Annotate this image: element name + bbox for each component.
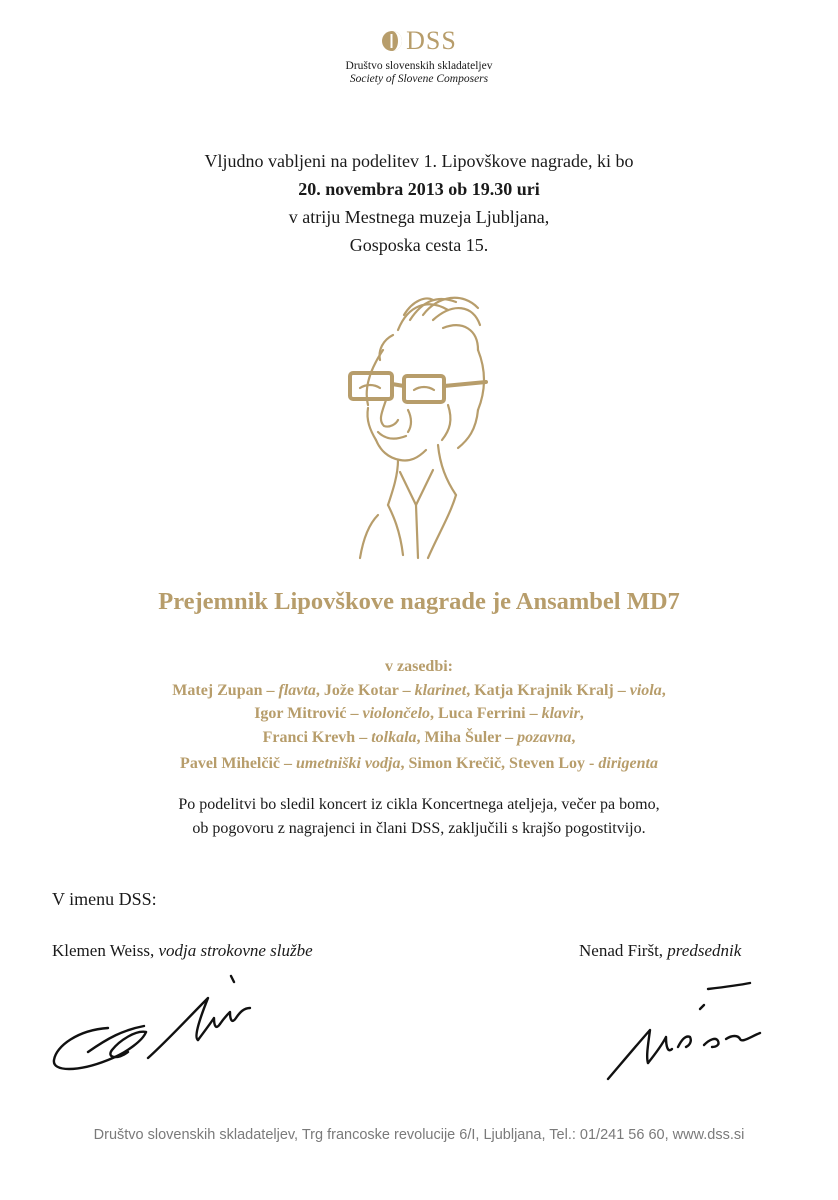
member-name: Franci Krevh – xyxy=(262,728,372,746)
member-role: klarinet xyxy=(414,681,467,699)
on-behalf-label: V imenu DSS: xyxy=(52,889,157,909)
invitation-line: Vljudno vabljeni na podelitev 1. Lipovškove nagrade, ki bo xyxy=(204,151,634,171)
header-logo-block xyxy=(0,28,838,86)
invitation-date-time: 20. novembra 2013 ob 19.30 uri xyxy=(298,179,540,199)
member-name: Matej Zupan – xyxy=(172,681,279,699)
concert-paragraph xyxy=(0,793,838,841)
concert-line: Po podelitvi bo sledil koncert iz cikla Koncertnega ateljeja, večer pa bomo, xyxy=(178,796,660,813)
member-role: umetniški vodja xyxy=(296,755,401,772)
right-signature-image xyxy=(600,975,780,1085)
portrait-illustration xyxy=(338,290,498,560)
invitation-address: Gosposka cesta 15. xyxy=(349,235,489,255)
member-role: klavir xyxy=(541,705,580,722)
footer-contact: Društvo slovenskih skladateljev, Trg francoske revolucije 6/I, Ljubljana, Tel.: 01/241 56 60, www.dss.si xyxy=(93,1127,745,1143)
right-signatory-title: predsednik xyxy=(667,941,742,960)
member-role: pozavna xyxy=(517,728,572,746)
right-signatory xyxy=(579,941,741,961)
member-role: flavta xyxy=(278,681,316,699)
member-name: , Miha Šuler – xyxy=(416,728,518,746)
left-signatory-title: vodja strokovne službe xyxy=(158,941,313,960)
member-name: Igor Mitrović – xyxy=(254,705,363,722)
ensemble-line: Franci Krevh – tolkala, Miha Šuler – pozavna, xyxy=(262,728,576,746)
ensemble-line: Igor Mitrović – violončelo, Luca Ferrini – klavir, xyxy=(254,705,584,722)
left-signatory-name: Klemen Weiss, xyxy=(52,941,159,960)
left-signatory xyxy=(52,941,313,961)
ensemble-intro: v zasedbi: xyxy=(385,658,453,675)
org-name-sl: Društvo slovenskih skladateljev xyxy=(345,60,493,72)
member-name: , Simon Krečič, Steven Loy - xyxy=(400,755,599,772)
left-signature-image xyxy=(48,968,258,1080)
member-name: , Luca Ferrini – xyxy=(430,705,542,722)
logo xyxy=(0,28,838,54)
dss-logo-icon xyxy=(381,30,403,52)
invitation-block xyxy=(0,147,838,259)
member-role: violončelo xyxy=(362,705,431,722)
member-name: , Jože Kotar – xyxy=(315,681,415,699)
ensemble-line xyxy=(0,752,838,776)
member-role: viola xyxy=(629,681,662,699)
invitation-venue: v atriju Mestnega muzeja Ljubljana, xyxy=(288,207,550,227)
right-signatory-name: Nenad Firšt, xyxy=(579,941,668,960)
ensemble-block xyxy=(0,655,838,776)
logo-text: DSS xyxy=(406,26,457,55)
member-role: dirigenta xyxy=(598,755,658,772)
award-headline: Prejemnik Lipovškove nagrade je Ansambel MD7 xyxy=(158,588,680,615)
ensemble-line: Matej Zupan – flavta, Jože Kotar – klarinet, Katja Krajnik Kralj – viola, xyxy=(172,681,666,699)
concert-line: ob pogovoru z nagrajenci in člani DSS, zaključili s krajšo pogostitvijo. xyxy=(192,820,646,837)
org-name-en: Society of Slovene Composers xyxy=(349,73,489,85)
member-name: , Katja Krajnik Kralj – xyxy=(466,681,630,699)
member-role: tolkala xyxy=(371,728,417,746)
member-name: Pavel Mihelčič – xyxy=(180,755,297,772)
